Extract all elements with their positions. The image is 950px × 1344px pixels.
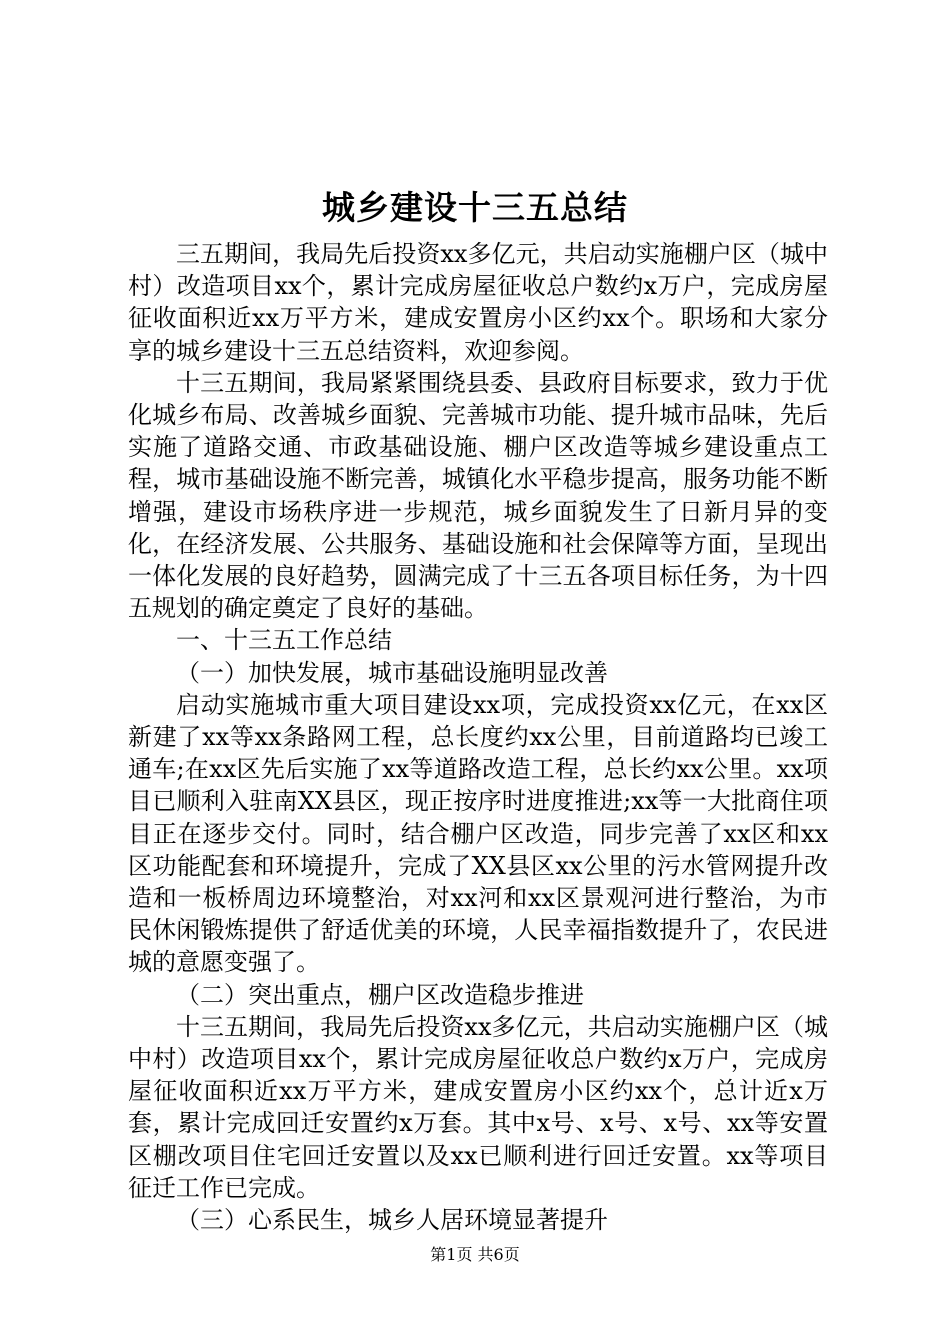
subsection-3-heading: （三）心系民生，城乡人居环境显著提升 bbox=[176, 1206, 608, 1235]
page-number-footer: 第1页 共6页 bbox=[430, 1245, 520, 1264]
subsection-1-paragraph: 启动实施城市重大项目建设xx项，完成投资xx亿元，在xx区新建了xx等xx条路网工程，总长度约xx公里，目前道路均已竣工通车;在xx区先后实施了xx等道路改造工程，总长约xx公里。xx项目已顺利入驻南XX县区，现正按序时进度推进;xx等一大批商住项目正在逐步交付。同时，结合棚户区改造，同步完善了xx区和xx区功能配套和环境提升，完成了XX县区xx公里的污水管网提升改造和一板桥周边环境整治，对xx河和xx区景观河进行整治，为市民休闲锻炼提供了舒适优美的环境，人民幸福指数提升了，农民进城的意愿变强了。 bbox=[128, 690, 828, 977]
section-1-heading: 一、十三五工作总结 bbox=[176, 626, 392, 655]
subsection-2-heading: （二）突出重点，棚户区改造稳步推进 bbox=[176, 980, 584, 1009]
document-body bbox=[128, 238, 828, 1236]
intro-paragraph: 三五期间，我局先后投资xx多亿元，共启动实施棚户区（城中村）改造项目xx个，累计完成房屋征收总户数约x万户，完成房屋征收面积近xx万平方米，建成安置房小区约xx个。职场和大家分享的城乡建设十三五总结资料，欢迎参阅。 bbox=[128, 240, 828, 365]
subsection-2-paragraph: 十三五期间，我局先后投资xx多亿元，共启动实施棚户区（城中村）改造项目xx个，累计完成房屋征收总户数约x万户，完成房屋征收面积近xx万平方米，建成安置房小区约xx个，总计近x万套，累计完成回迁安置约x万套。其中x号、x号、x号、xx等安置区棚改项目住宅回迁安置以及xx已顺利进行回迁安置。xx等项目征迁工作已完成。 bbox=[128, 1012, 828, 1202]
subsection-1-heading: （一）加快发展，城市基础设施明显改善 bbox=[176, 658, 608, 687]
document-title: 城乡建设十三五总结 bbox=[322, 188, 628, 227]
overview-paragraph: 十三五期间，我局紧紧围绕县委、县政府目标要求，致力于优化城乡布局、改善城乡面貌、完善城市功能、提升城市品味，先后实施了道路交通、市政基础设施、棚户区改造等城乡建设重点工程，城市基础设施不断完善，城镇化水平稳步提高，服务功能不断增强，建设市场秩序进一步规范，城乡面貌发生了日新月异的变化，在经济发展、公共服务、基础设施和社会保障等方面，呈现出一体化发展的良好趋势，圆满完成了十三五各项目标任务，为十四五规划的确定奠定了良好的基础。 bbox=[128, 368, 828, 623]
